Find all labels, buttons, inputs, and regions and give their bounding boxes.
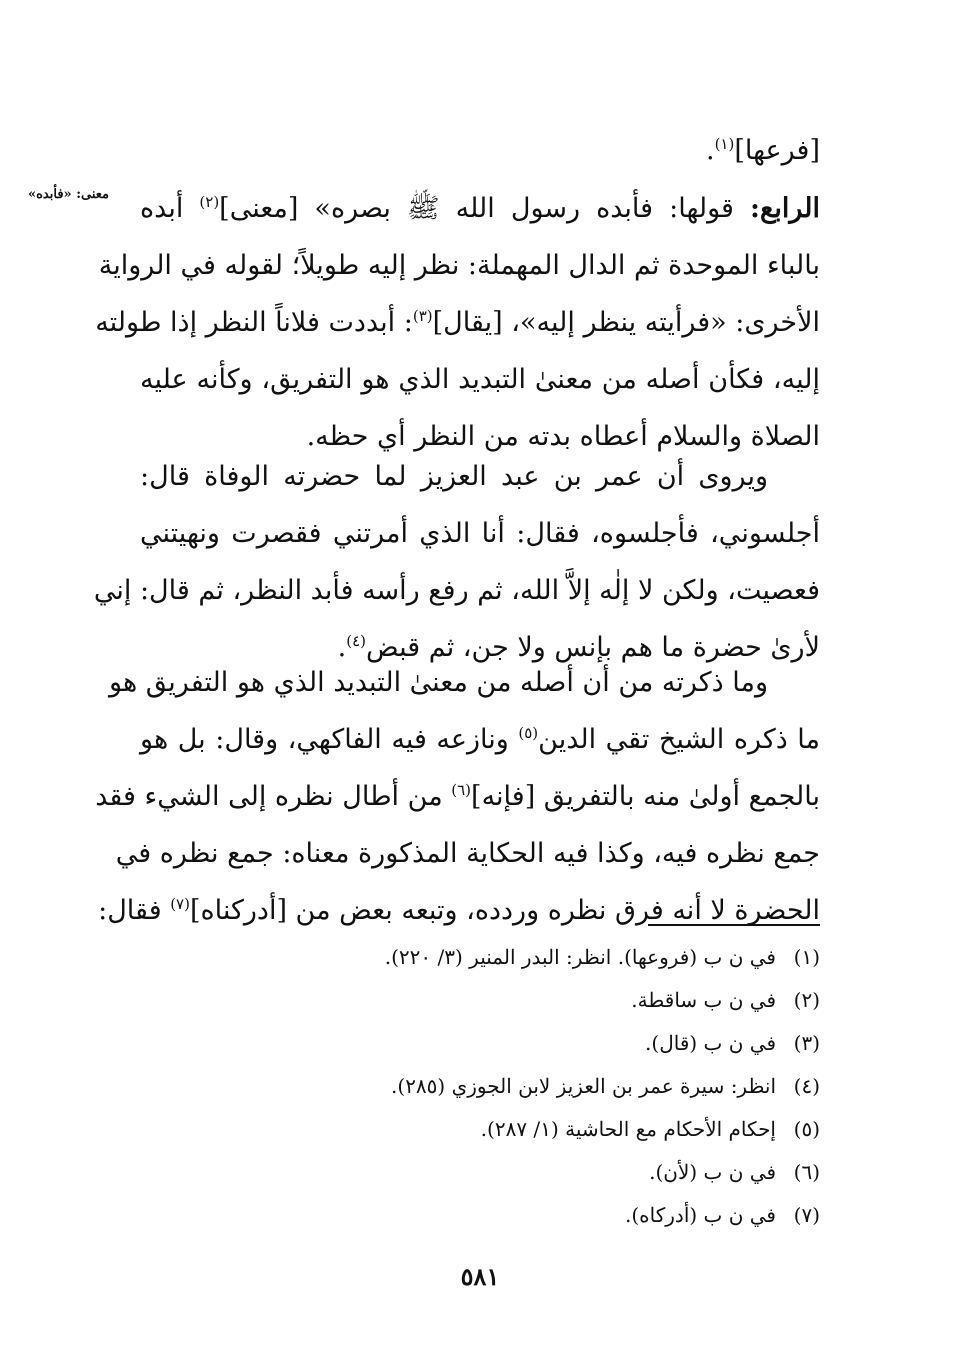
footnotes-list xyxy=(140,936,820,1237)
footnote-number: (٧) xyxy=(793,1203,820,1227)
footnote-number: (٣) xyxy=(793,1031,820,1055)
footnote-ref-7: (٧) xyxy=(170,895,190,913)
text-run: الأخرى: «فرأيته ينظر إليه»، [يقال] xyxy=(432,307,820,338)
text-line: جمع نظره فيه، وكذا فيه الحكاية المذكورة معناه: جمع نظره في xyxy=(115,838,820,869)
text-line: فعصيت، ولكن لا إلٰه إلاَّ الله، ثم رفع رأسه فأبد النظر، ثم قال: إني xyxy=(93,575,820,606)
text-run: : أبددت فلاناً النظر إذا طولته xyxy=(95,307,413,338)
footnote-item xyxy=(140,1022,820,1065)
footnote-item xyxy=(140,1108,820,1151)
paragraph-0 xyxy=(140,122,820,179)
footnote-divider xyxy=(648,924,820,926)
text-run: [فرعها] xyxy=(734,135,820,166)
footnote-ref-5: (٥) xyxy=(518,724,539,742)
footnote-item xyxy=(140,1151,820,1194)
text-run: ما ذكره الشيخ تقي الدين xyxy=(538,724,820,755)
footnote-ref-6: (٦) xyxy=(451,781,472,799)
page-number: ٥٨١ xyxy=(460,1262,500,1291)
text-line xyxy=(98,882,820,939)
footnote-number: (١) xyxy=(793,945,820,969)
text-run: بالجمع أولىٰ منه بالتفريق [فإنه] xyxy=(471,781,820,812)
margin-note: معنى: «فأبده» xyxy=(28,187,109,202)
footnote-ref-1: (١) xyxy=(714,135,735,153)
text-run: من أطال نظره إلى الشيء فقد xyxy=(95,781,452,812)
footnote-ref-2: (٢) xyxy=(199,193,220,211)
footnote-ref-3: (٣) xyxy=(412,307,433,325)
text-run: قولها: فأبده رسول الله ﷺ بصره» [معنى] xyxy=(219,193,751,224)
footnote-text: في ن ب ساقطة. xyxy=(631,988,776,1012)
text-line xyxy=(140,122,820,179)
text-run: أبده xyxy=(140,193,200,224)
paragraph-1 xyxy=(95,180,821,465)
text-run: ونازعه فيه الفاكهي، وقال: بل هو xyxy=(140,724,519,755)
footnote-text: في ن ب (لأن). xyxy=(649,1160,776,1184)
footnote-text: في ن ب (فروعها). انظر: البدر المنير (٣/ ٢٢٠). xyxy=(384,945,776,969)
paragraph-3 xyxy=(95,654,820,939)
text-line xyxy=(95,768,820,825)
footnote-text: انظر: سيرة عمر بن العزيز لابن الجوزي (٢٨٥). xyxy=(391,1074,776,1098)
text-run: . xyxy=(705,135,715,166)
text-line xyxy=(140,711,820,768)
footnote-ref-4: (٤) xyxy=(346,632,367,650)
footnote-number: (٤) xyxy=(793,1074,820,1098)
text-run: فقال: xyxy=(98,895,171,926)
text-run: لأرىٰ حضرة ما هم بإنس ولا جن، ثم قبض xyxy=(366,632,820,663)
footnote-text: إحكام الأحكام مع الحاشية (١/ ٢٨٧). xyxy=(480,1117,776,1141)
footnote-item xyxy=(140,979,820,1022)
text-run: الحضرة لا أنه فرق نظره وردده، وتبعه بعض من [أدركناه] xyxy=(189,895,820,926)
footnote-text: في ن ب (قال). xyxy=(645,1031,776,1055)
footnote-text: في ن ب (أدركاه). xyxy=(625,1203,776,1227)
footnote-number: (٢) xyxy=(793,988,820,1012)
text-line: الصلاة والسلام أعطاه بدته من النظر أي حظه. xyxy=(306,421,820,452)
footnote-number: (٥) xyxy=(793,1117,820,1141)
section-heading: الرابع: xyxy=(750,193,821,224)
footnote-item xyxy=(140,1065,820,1108)
text-line: إليه، فكأن أصله من معنىٰ التبديد الذي هو التفريق، وكأنه عليه xyxy=(140,364,820,395)
text-line: بالباء الموحدة ثم الدال المهملة: نظر إليه طويلاً؛ لقوله في الرواية xyxy=(98,250,820,281)
text-line: ويروى أن عمر بن عبد العزيز لما حضرته الوفاة قال: xyxy=(140,461,768,492)
text-line: وما ذكرته من أن أصله من معنىٰ التبديد الذي هو التفريق هو xyxy=(109,667,768,698)
text-run: . xyxy=(337,632,347,663)
footnote-item xyxy=(140,936,820,979)
footnote-item xyxy=(140,1194,820,1237)
paragraph-2 xyxy=(93,448,820,676)
text-line: أجلسوني، فأجلسوه، فقال: أنا الذي أمرتني فقصرت ونهيتني xyxy=(140,518,820,549)
text-line xyxy=(95,294,820,351)
text-line xyxy=(140,180,820,237)
footnote-number: (٦) xyxy=(793,1160,820,1184)
